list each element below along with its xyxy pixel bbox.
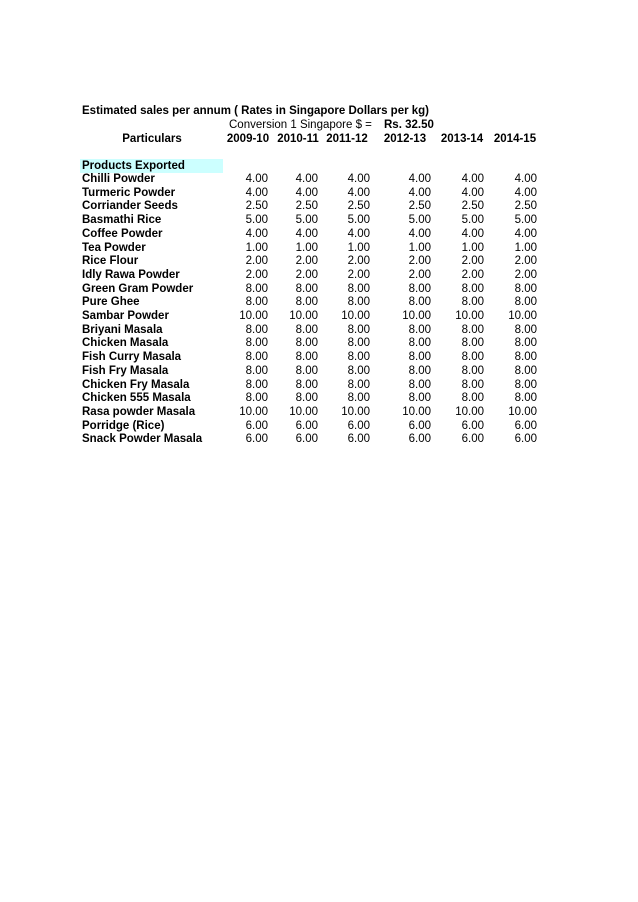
- product-name: Basmathi Rice: [82, 214, 162, 227]
- product-name: Tea Powder: [82, 241, 146, 254]
- rate-cell: 6.00: [408, 419, 431, 432]
- rate-cell: 8.00: [347, 282, 370, 295]
- table-row: [0, 200, 638, 214]
- conversion-label: Conversion 1 Singapore $ =: [229, 119, 372, 131]
- rate-cell: 2.50: [347, 200, 370, 213]
- table-row: [0, 214, 638, 228]
- product-name: Green Gram Powder: [82, 282, 194, 295]
- rate-cell: 8.00: [461, 296, 484, 309]
- rate-cell: 8.00: [408, 351, 431, 364]
- rate-cell: 8.00: [461, 282, 484, 295]
- rate-cell: 5.00: [461, 214, 484, 227]
- rate-cell: 5.00: [347, 214, 370, 227]
- product-name: Coffee Powder: [82, 227, 163, 240]
- header-year-2014-15: 2014-15: [493, 133, 537, 145]
- rate-cell: 8.00: [461, 364, 484, 377]
- rate-cell: 2.00: [514, 268, 537, 281]
- rate-cell: 1.00: [295, 241, 318, 254]
- product-name: Fish Curry Masala: [82, 351, 182, 364]
- product-name: Snack Powder Masala: [82, 433, 203, 446]
- table-row: [0, 365, 638, 379]
- product-name: Chicken 555 Masala: [82, 392, 191, 405]
- header-year-2011-12: 2011-12: [326, 133, 368, 145]
- rate-cell: 2.00: [461, 255, 484, 268]
- rate-cell: 8.00: [408, 337, 431, 350]
- rate-cell: 8.00: [514, 337, 537, 350]
- rate-cell: 8.00: [295, 337, 318, 350]
- product-name: Fish Fry Masala: [82, 364, 169, 377]
- conversion-value: Rs. 32.50: [384, 119, 434, 131]
- table-row: [0, 187, 638, 201]
- rate-cell: 8.00: [245, 392, 268, 405]
- table-row: [0, 379, 638, 393]
- rate-cell: 4.00: [514, 227, 537, 240]
- rate-cell: 8.00: [514, 364, 537, 377]
- rate-cell: 8.00: [514, 323, 537, 336]
- rate-cell: 8.00: [245, 378, 268, 391]
- rate-cell: 4.00: [245, 227, 268, 240]
- rate-cell: 2.50: [514, 200, 537, 213]
- table-row: [0, 228, 638, 242]
- rate-cell: 10.00: [239, 405, 268, 418]
- header-year-2013-14: 2013-14: [440, 133, 484, 145]
- table-row: [0, 269, 638, 283]
- rate-cell: 8.00: [514, 392, 537, 405]
- rate-cell: 1.00: [461, 241, 484, 254]
- product-name: Rice Flour: [82, 255, 139, 268]
- rate-cell: 8.00: [245, 337, 268, 350]
- rate-cell: 4.00: [295, 186, 318, 199]
- product-name: Pure Ghee: [82, 296, 140, 309]
- rate-cell: 6.00: [347, 419, 370, 432]
- rate-cell: 8.00: [408, 378, 431, 391]
- rate-cell: 8.00: [295, 378, 318, 391]
- table-row: [0, 242, 638, 256]
- product-name: Chicken Masala: [82, 337, 169, 350]
- rate-cell: 10.00: [508, 310, 537, 322]
- rate-cell: 8.00: [514, 296, 537, 309]
- rate-cell: 4.00: [408, 227, 431, 240]
- product-name: Chicken Fry Masala: [82, 378, 190, 391]
- rate-cell: 6.00: [461, 419, 484, 432]
- rate-cell: 8.00: [245, 282, 268, 295]
- rate-cell: 8.00: [514, 282, 537, 295]
- rate-cell: 10.00: [341, 405, 370, 418]
- rate-cell: 1.00: [347, 241, 370, 254]
- header-year-2009-10: 2009-10: [226, 133, 270, 145]
- rate-cell: 8.00: [408, 282, 431, 295]
- rate-cell: 8.00: [295, 392, 318, 405]
- rate-cell: 4.00: [347, 173, 370, 185]
- rate-cell: 4.00: [461, 186, 484, 199]
- rate-cell: 10.00: [239, 310, 268, 322]
- rate-cell: 6.00: [514, 419, 537, 432]
- rate-cell: 8.00: [347, 378, 370, 391]
- rate-cell: 8.00: [295, 351, 318, 364]
- rate-cell: 8.00: [295, 282, 318, 295]
- table-row: [0, 406, 638, 420]
- table-row: [0, 420, 638, 434]
- rate-cell: 8.00: [461, 323, 484, 336]
- rate-cell: 4.00: [461, 227, 484, 240]
- rate-cell: 2.00: [514, 255, 537, 268]
- rate-cell: 8.00: [408, 296, 431, 309]
- rate-cell: 4.00: [347, 227, 370, 240]
- rate-cell: 5.00: [295, 214, 318, 227]
- rate-cell: 2.50: [245, 200, 268, 213]
- rate-cell: 8.00: [347, 296, 370, 309]
- rate-cell: 2.50: [461, 200, 484, 213]
- rate-cell: 4.00: [461, 173, 484, 185]
- rate-cell: 1.00: [245, 241, 268, 254]
- rate-cell: 8.00: [461, 351, 484, 364]
- rate-cell: 5.00: [408, 214, 431, 227]
- rate-cell: 8.00: [347, 323, 370, 336]
- rate-cell: 8.00: [347, 337, 370, 350]
- rate-cell: 2.00: [347, 255, 370, 268]
- rate-cell: 6.00: [347, 433, 370, 446]
- table-row: [0, 324, 638, 338]
- rate-cell: 2.00: [295, 255, 318, 268]
- rate-cell: 2.00: [408, 255, 431, 268]
- rate-cell: 8.00: [295, 364, 318, 377]
- rate-cell: 2.50: [295, 200, 318, 213]
- table-row: [0, 255, 638, 269]
- rate-cell: 2.00: [347, 268, 370, 281]
- rate-cell: 8.00: [514, 378, 537, 391]
- product-name: Porridge (Rice): [82, 419, 165, 432]
- rate-cell: 10.00: [341, 310, 370, 322]
- rate-cell: 8.00: [295, 296, 318, 309]
- table-row: [0, 433, 638, 447]
- rate-cell: 1.00: [408, 241, 431, 254]
- sheet-title: Estimated sales per annum ( Rates in Singapore Dollars per kg): [82, 105, 430, 117]
- product-name: Idly Rawa Powder: [82, 268, 180, 281]
- rate-cell: 2.00: [295, 268, 318, 281]
- header-year-2012-13: 2012-13: [383, 133, 427, 145]
- rate-cell: 6.00: [245, 433, 268, 446]
- rate-cell: 6.00: [295, 433, 318, 446]
- rate-cell: 2.00: [245, 268, 268, 281]
- rate-cell: 8.00: [461, 378, 484, 391]
- rate-cell: 6.00: [514, 433, 537, 446]
- rate-cell: 1.00: [514, 241, 537, 254]
- rate-cell: 8.00: [245, 296, 268, 309]
- rate-cell: 6.00: [295, 419, 318, 432]
- rate-cell: 8.00: [461, 392, 484, 405]
- rate-cell: 4.00: [514, 173, 537, 185]
- table-row: [0, 392, 638, 406]
- product-name: Chilli Powder: [82, 173, 155, 185]
- rate-cell: 2.50: [408, 200, 431, 213]
- product-name: Briyani Masala: [82, 323, 163, 336]
- rate-cell: 6.00: [461, 433, 484, 446]
- rate-cell: 10.00: [402, 310, 431, 322]
- rate-cell: 8.00: [461, 337, 484, 350]
- rate-cell: 2.00: [408, 268, 431, 281]
- rate-cell: 8.00: [295, 323, 318, 336]
- rate-cell: 8.00: [514, 351, 537, 364]
- rate-cell: 10.00: [402, 405, 431, 418]
- rate-cell: 4.00: [408, 186, 431, 199]
- rate-cell: 8.00: [245, 351, 268, 364]
- rate-cell: 10.00: [508, 405, 537, 418]
- product-name: Turmeric Powder: [82, 186, 176, 199]
- table-row: [0, 283, 638, 297]
- rate-cell: 8.00: [408, 323, 431, 336]
- header-year-2010-11: 2010-11: [277, 133, 319, 145]
- table-row: [0, 310, 638, 324]
- rate-cell: 4.00: [347, 186, 370, 199]
- table-row: [0, 351, 638, 365]
- product-name: Rasa powder Masala: [82, 405, 196, 418]
- rate-cell: 4.00: [295, 173, 318, 185]
- rate-cell: 8.00: [347, 351, 370, 364]
- rate-cell: 8.00: [347, 392, 370, 405]
- rate-cell: 4.00: [514, 186, 537, 199]
- rate-cell: 6.00: [245, 419, 268, 432]
- rate-cell: 10.00: [289, 405, 318, 418]
- rate-cell: 2.00: [245, 255, 268, 268]
- rate-cell: 6.00: [408, 433, 431, 446]
- rate-cell: 4.00: [295, 227, 318, 240]
- rate-cell: 8.00: [245, 364, 268, 377]
- rate-cell: 8.00: [408, 392, 431, 405]
- rate-cell: 8.00: [347, 364, 370, 377]
- section-products-exported: Products Exported: [80, 159, 223, 173]
- rate-cell: 4.00: [245, 186, 268, 199]
- rate-cell: 8.00: [408, 364, 431, 377]
- rate-cell: 4.00: [408, 173, 431, 185]
- rate-cell: 5.00: [245, 214, 268, 227]
- table-row: [0, 337, 638, 351]
- table-row: [0, 173, 638, 187]
- rate-cell: 5.00: [514, 214, 537, 227]
- product-name: Corriander Seeds: [82, 200, 178, 213]
- rate-cell: 4.00: [245, 173, 268, 185]
- rate-cell: 10.00: [455, 310, 484, 322]
- rate-cell: 10.00: [455, 405, 484, 418]
- header-particulars: Particulars: [122, 133, 182, 145]
- rate-cell: 8.00: [245, 323, 268, 336]
- rate-cell: 2.00: [461, 268, 484, 281]
- product-name: Sambar Powder: [82, 310, 169, 322]
- rate-cell: 10.00: [289, 310, 318, 322]
- table-row: [0, 296, 638, 310]
